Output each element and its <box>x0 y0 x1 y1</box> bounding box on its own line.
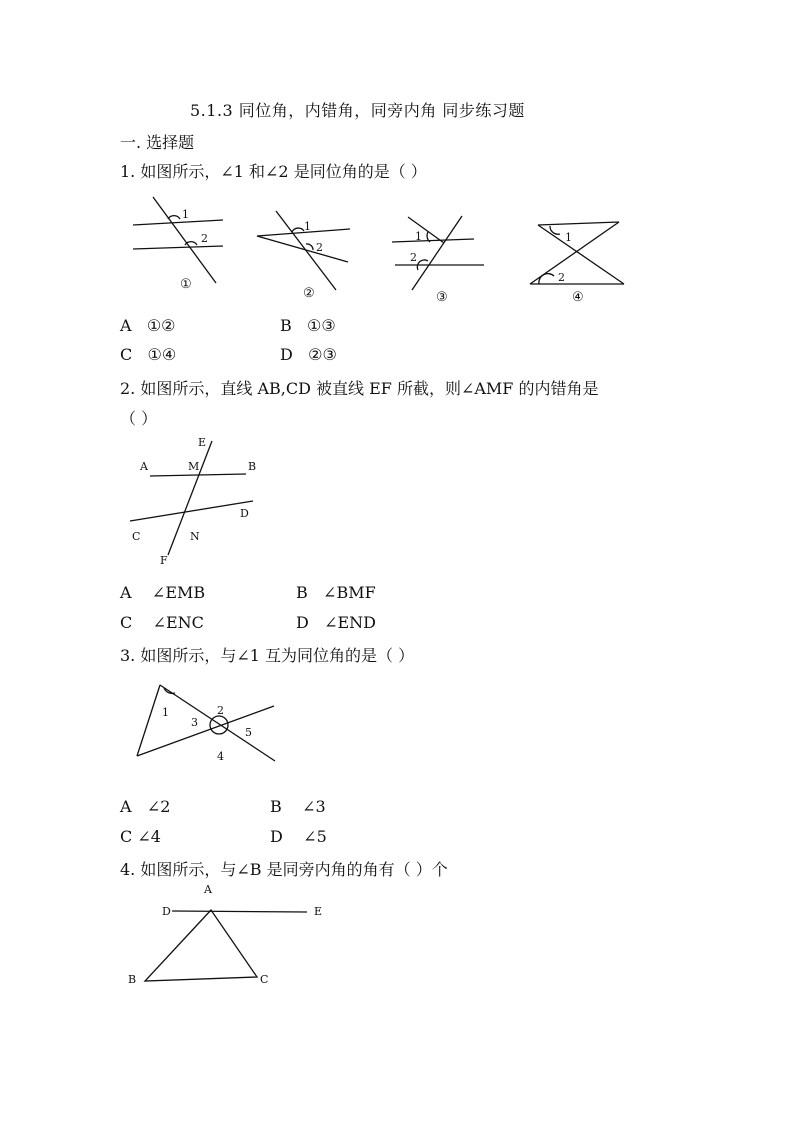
question-3-stem: 3. 如图所示，与∠1 互为同位角的是（ ） <box>120 646 415 665</box>
q4-point-a: A <box>204 883 212 896</box>
q2-option-c-text: ∠ENC <box>152 613 204 632</box>
q3-angle-1: 1 <box>162 706 169 719</box>
q3-option-d-text: ∠5 <box>303 827 327 846</box>
fig2-caption: ② <box>303 286 315 301</box>
fig3-caption: ③ <box>436 290 448 305</box>
q1-option-b-text: ①③ <box>307 316 336 335</box>
q3-option-c-text: ∠4 <box>137 827 161 846</box>
q3-option-b-key: B <box>270 797 282 816</box>
fig1-angle-2-label: 2 <box>201 232 208 245</box>
q2-option-d-text: ∠END <box>324 613 377 632</box>
question-4-stem: 4. 如图所示，与∠B 是同旁内角的角有（ ）个 <box>120 860 448 879</box>
q3-angle-5: 5 <box>245 726 252 739</box>
q3-angle-3: 3 <box>191 716 198 729</box>
q1-option-a-key: A <box>120 316 132 335</box>
fig2-angle-1-label: 1 <box>304 220 311 233</box>
q2-point-n: N <box>190 530 200 543</box>
fig1-angle-1-label: 1 <box>182 208 189 221</box>
q1-option-d-key: D <box>280 345 293 364</box>
fig2-angle-2-label: 2 <box>316 241 323 254</box>
q3-option-a-key: A <box>120 797 132 816</box>
q2-option-c-key: C <box>120 613 133 632</box>
q1-option-c-text: ①④ <box>147 345 177 364</box>
q2-option-a-text: ∠EMB <box>151 583 206 602</box>
q4-point-c: C <box>260 973 269 986</box>
q1-option-b-key: B <box>280 316 292 335</box>
q3-angle-4: 4 <box>217 750 224 763</box>
q3-angle-2: 2 <box>217 704 224 717</box>
q2-option-a-key: A <box>120 583 132 602</box>
q1-option-c-key: C <box>120 345 133 364</box>
q3-option-b-text: ∠3 <box>302 797 326 816</box>
q2-point-e: E <box>198 436 207 449</box>
fig3-angle-1-label: 1 <box>415 230 422 243</box>
q2-point-d: D <box>240 507 249 520</box>
q2-option-d-key: D <box>296 613 309 632</box>
fig4-angle-1-label: 1 <box>565 231 572 244</box>
fig4-angle-2-label: 2 <box>558 271 565 284</box>
q2-point-b: B <box>248 460 257 473</box>
question-2-stem: 2. 如图所示，直线 AB,CD 被直线 EF 所截，则∠AMF 的内错角是 <box>120 379 599 398</box>
fig1-caption: ① <box>180 277 192 292</box>
q3-option-d-key: D <box>270 827 283 846</box>
q4-point-d: D <box>162 905 171 918</box>
fig3-angle-2-label: 2 <box>410 251 417 264</box>
fig4-caption: ④ <box>572 290 584 305</box>
q4-point-e: E <box>314 905 323 918</box>
q2-option-b-text: ∠BMF <box>323 583 376 602</box>
q2-point-m: M <box>188 460 200 473</box>
q4-point-b: B <box>128 973 137 986</box>
section-heading: 一. 选择题 <box>120 133 195 152</box>
q1-option-d-text: ②③ <box>308 345 337 364</box>
q2-point-c: C <box>132 530 141 543</box>
question-2-stem-cont: （ ） <box>120 409 158 428</box>
q2-point-a: A <box>140 460 148 473</box>
question-1-stem: 1. 如图所示，∠1 和∠2 是同位角的是（ ） <box>120 162 427 181</box>
q2-point-f: F <box>160 554 168 567</box>
q3-option-c-key: C <box>120 827 133 846</box>
q3-option-a-text: ∠2 <box>146 797 171 816</box>
page-title: 5.1.3 同位角，内错角，同旁内角 同步练习题 <box>190 101 525 120</box>
q1-option-a-text: ①② <box>146 316 176 335</box>
q2-option-b-key: B <box>296 583 308 602</box>
